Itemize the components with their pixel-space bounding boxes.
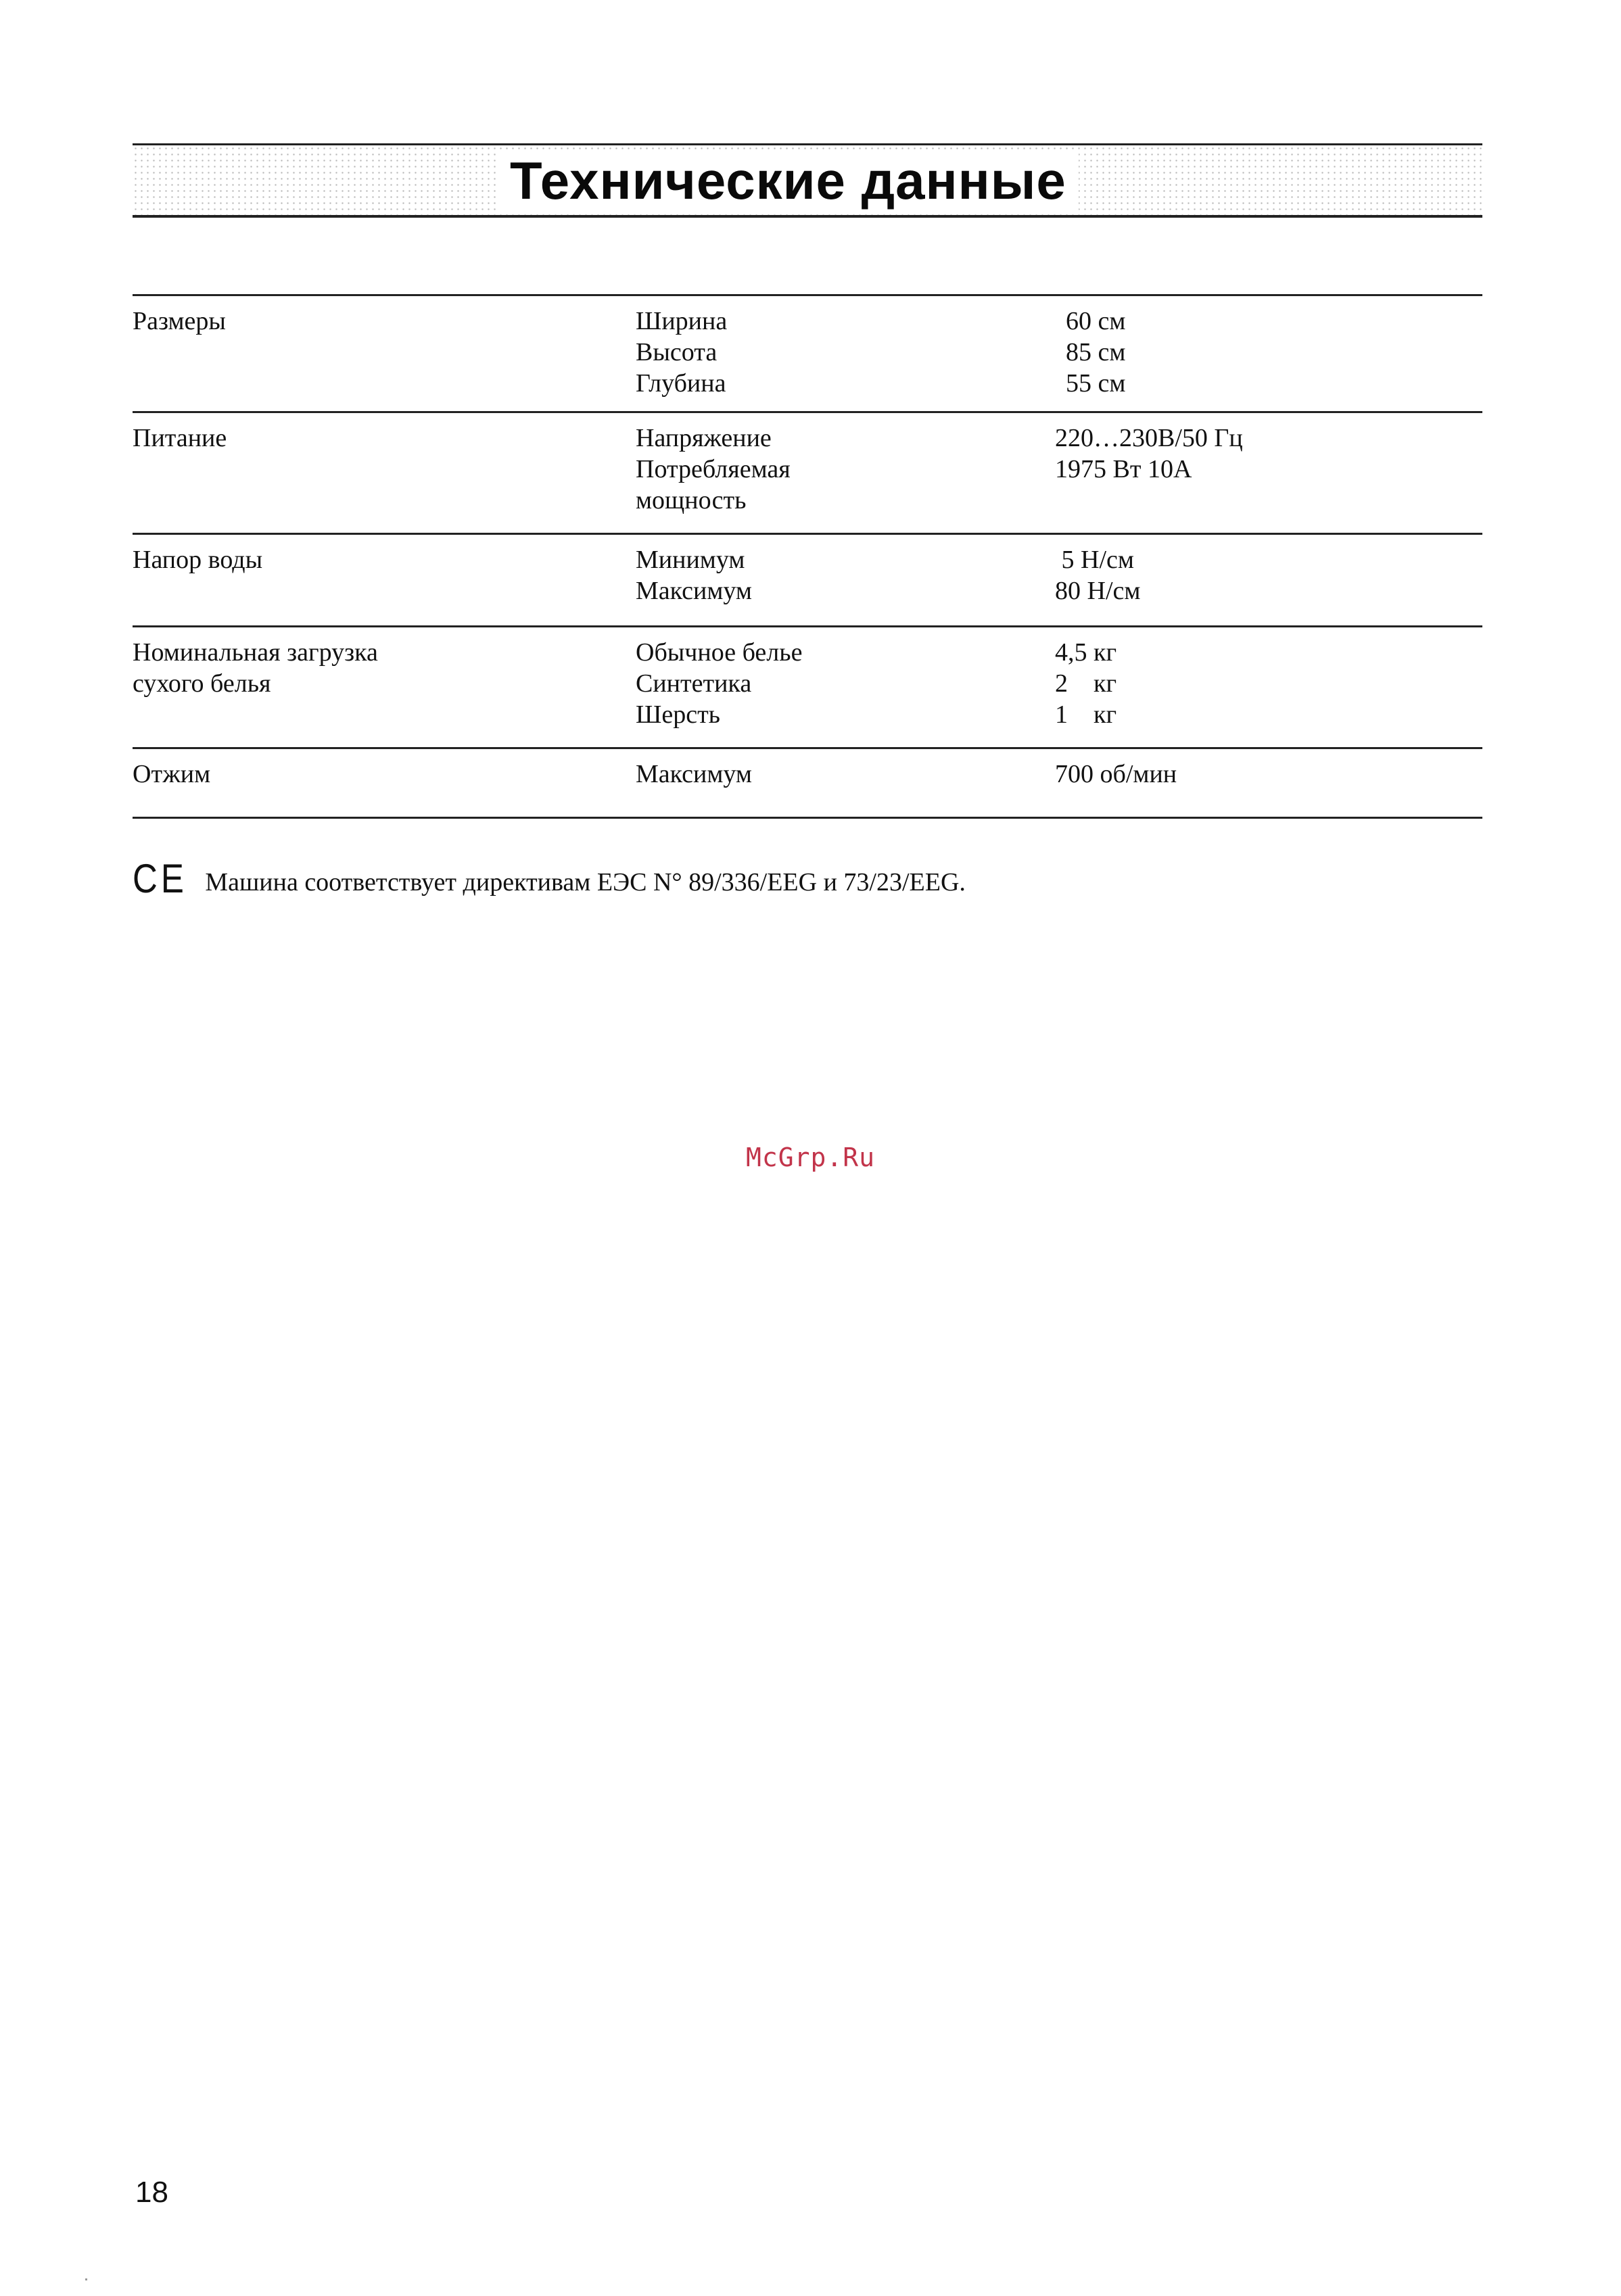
spec-values [1055, 637, 1461, 730]
spec-value: 2 кг [1055, 669, 1117, 698]
watermark: McGrp.Ru [745, 1143, 876, 1172]
spec-param: мощность [636, 486, 747, 515]
spec-value: 4,5 кг [1055, 638, 1117, 667]
page-number: 18 [135, 2176, 168, 2209]
spec-param: Глубина [636, 369, 726, 398]
section-header [133, 143, 1482, 218]
spec-param: Высота [636, 338, 718, 366]
spec-category: Питание [133, 424, 227, 452]
page-title: Технические данные [510, 150, 1066, 210]
spec-param: Максимум [636, 760, 752, 788]
spec-value: 1 кг [1055, 700, 1117, 729]
spec-value: 80 Н/см [1055, 577, 1141, 605]
scan-speck [85, 2278, 87, 2280]
spec-params [636, 544, 1041, 606]
ce-mark-icon: CE [133, 856, 188, 901]
spec-value: 1975 Вт 10А [1055, 455, 1192, 483]
section-title-box [498, 151, 1079, 210]
spec-value: 5 Н/см [1055, 546, 1134, 574]
spec-params [636, 759, 1041, 790]
spec-value [1055, 485, 1461, 516]
spec-row-water-pressure [133, 535, 1482, 627]
spec-row-load [133, 627, 1482, 749]
spec-params [636, 637, 1041, 730]
spec-value: 60 см [1066, 307, 1126, 335]
spec-values [1055, 423, 1461, 516]
spec-param: Минимум [636, 546, 745, 574]
spec-param: Потребляемая [636, 455, 791, 483]
spec-param: Максимум [636, 577, 752, 605]
spec-value: 85 см [1066, 338, 1126, 366]
spec-category: Напор воды [133, 546, 263, 574]
compliance-note [133, 856, 1482, 901]
spec-values [1055, 759, 1461, 790]
spec-params [636, 423, 1041, 516]
spec-category: Номинальная загрузка сухого белья [133, 638, 378, 698]
spec-row-power [133, 413, 1482, 535]
spec-values [1066, 306, 1472, 399]
spec-row-spin [133, 749, 1482, 819]
compliance-text: Машина соответствует директивам ЕЭС N° 89/336/EEG и 73/23/EEG. [205, 868, 966, 896]
spec-value: 55 см [1066, 369, 1126, 398]
spec-category: Размеры [133, 307, 226, 335]
spec-param: Напряжение [636, 424, 772, 452]
spec-param: Обычное белье [636, 638, 803, 667]
spec-param: Ширина [636, 307, 728, 335]
spec-value: 700 об/мин [1055, 760, 1177, 788]
spec-values [1055, 544, 1461, 606]
spec-table [133, 294, 1482, 819]
spec-params [636, 306, 1041, 399]
spec-param: Шерсть [636, 700, 721, 729]
spec-category: Отжим [133, 760, 211, 788]
spec-row-dimensions [133, 296, 1482, 413]
spec-param: Синтетика [636, 669, 752, 698]
spec-value: 220…230В/50 Гц [1055, 424, 1243, 452]
